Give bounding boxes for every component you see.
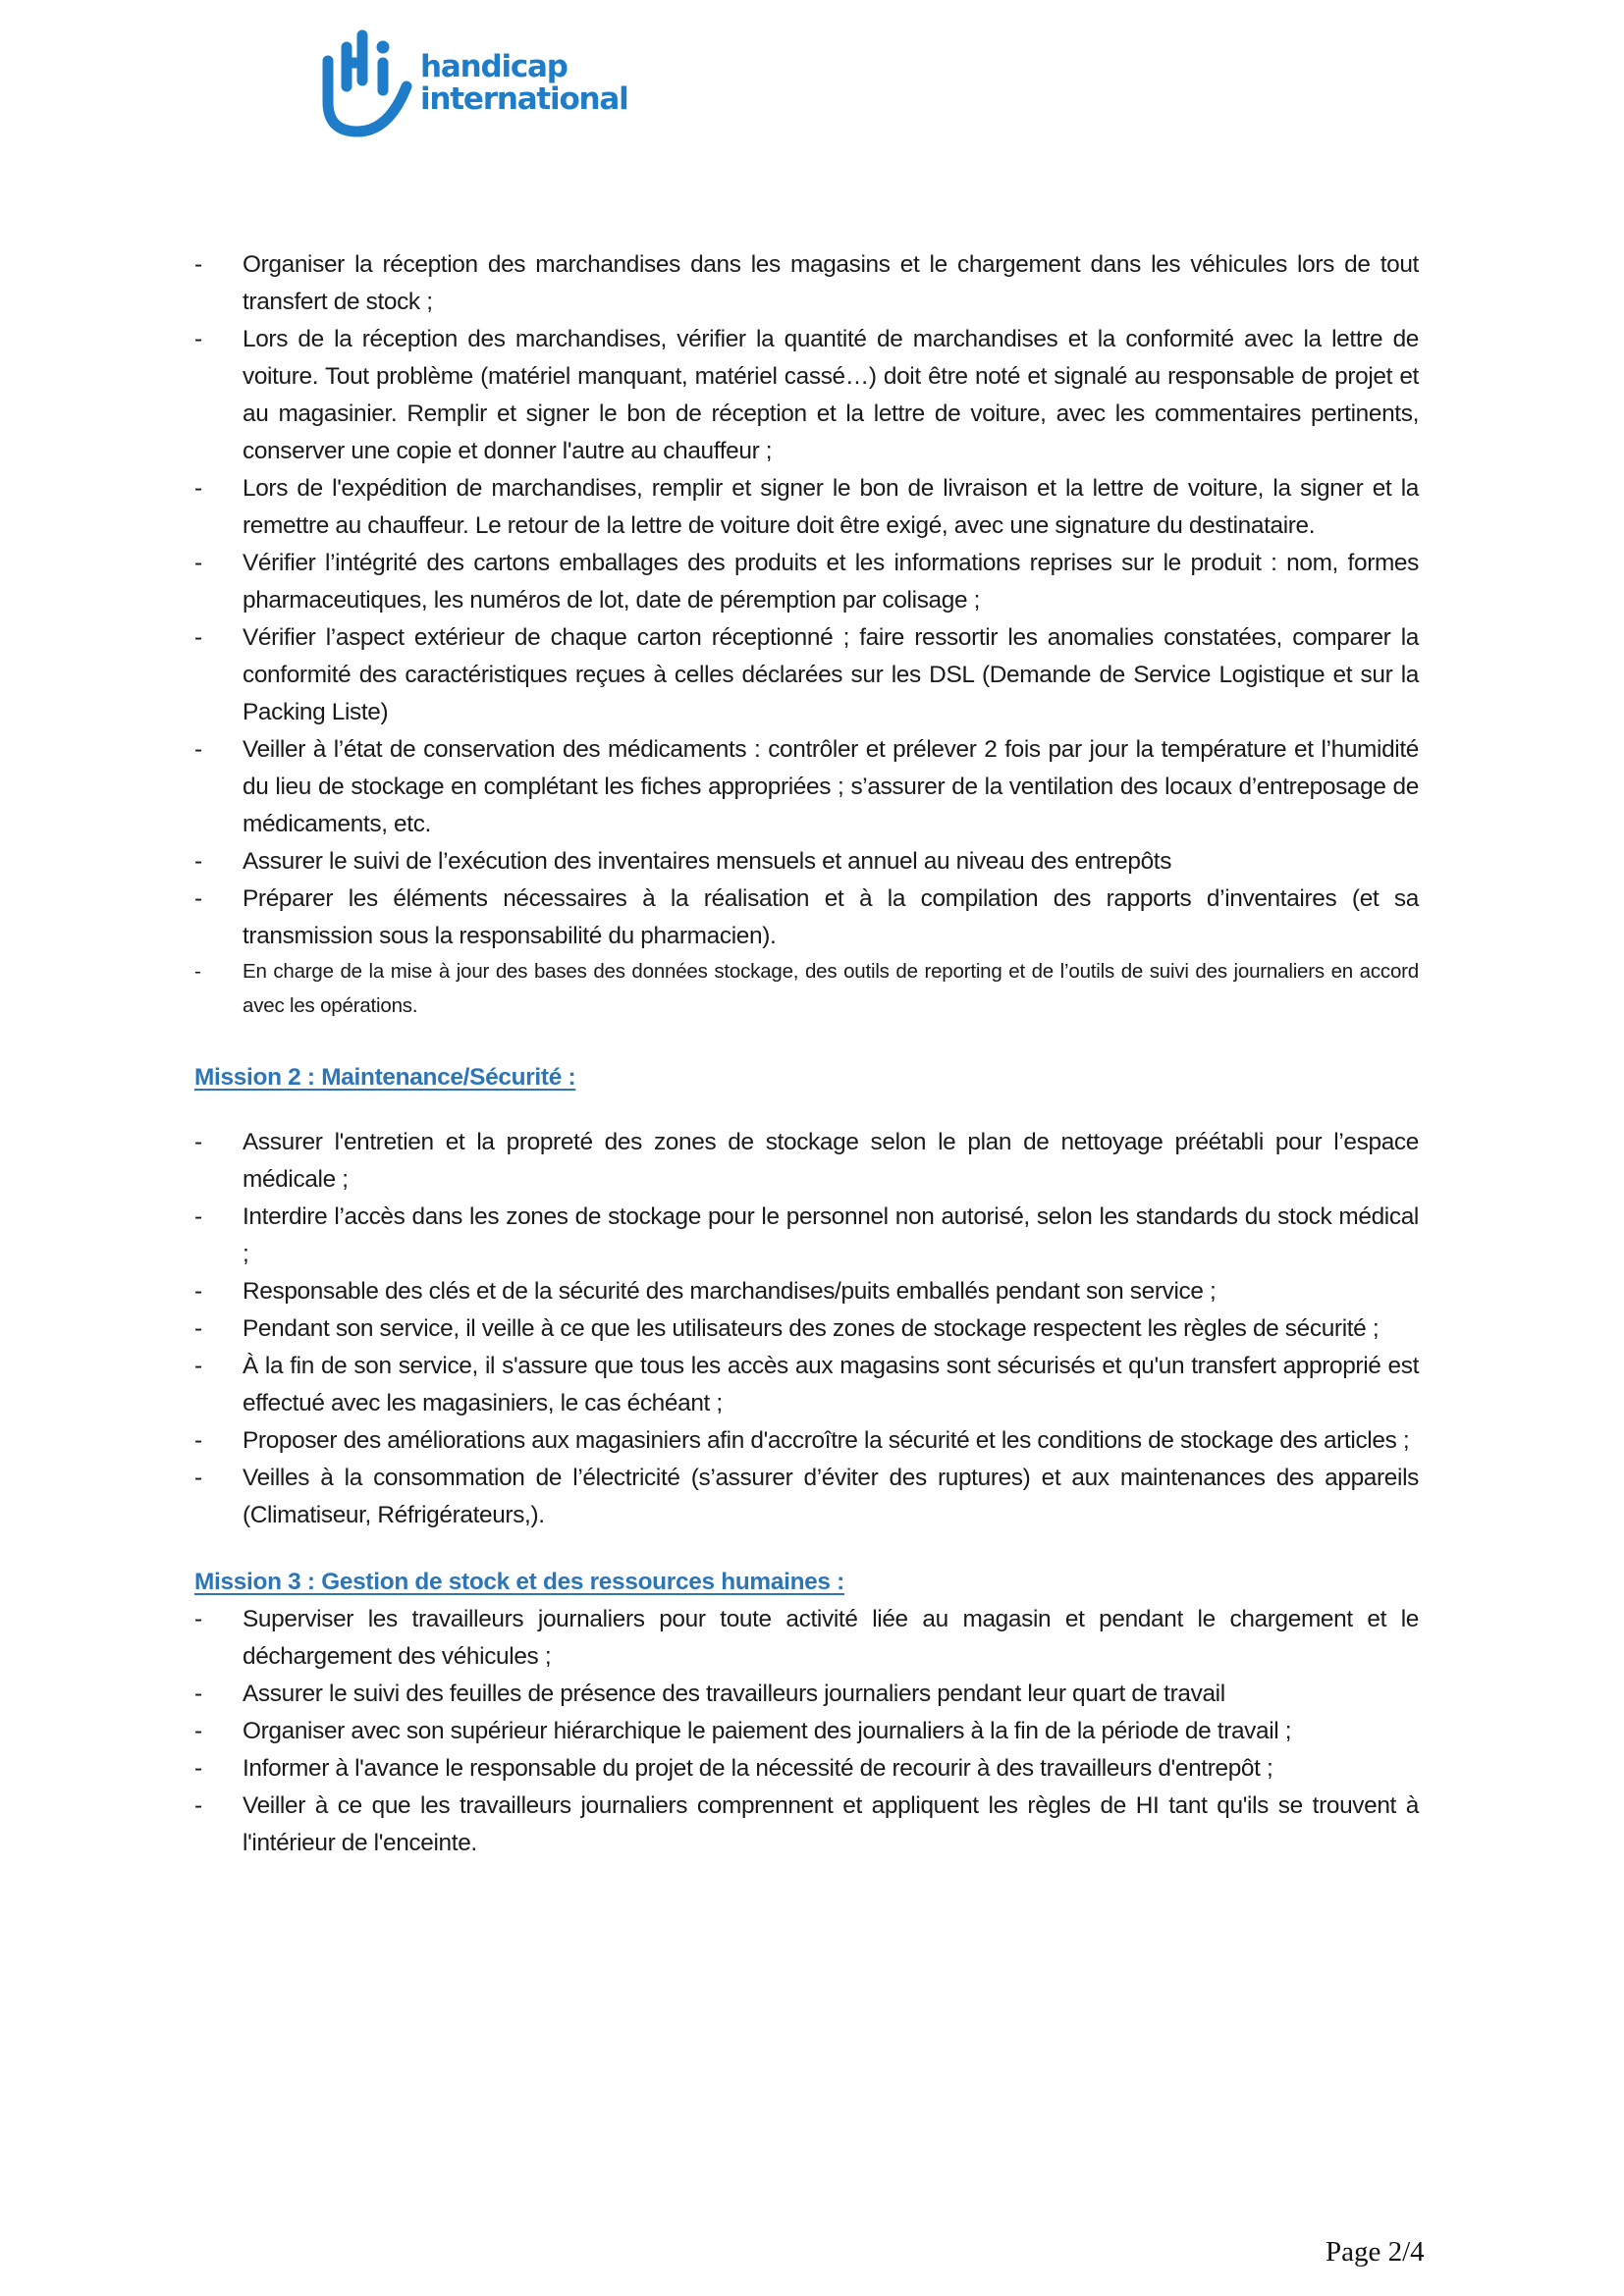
page-number: Page 2/4 <box>1326 2236 1425 2268</box>
list-item: - À la fin de son service, il s'assure que tous les accès aux magasins sont sécurisés et qu'un transfert approprié est effectué avec les magasiniers, le cas échéant ; <box>194 1348 1419 1422</box>
document-body <box>194 246 1419 1862</box>
bullet-dash: - <box>194 848 202 875</box>
bullet-dash: - <box>194 1681 202 1707</box>
bullet-dash: - <box>194 1278 202 1305</box>
list-item: - Lors de l'expédition de marchandises, remplir et signer le bon de livraison et la lettre de voiture, la signer et la remettre au chauffeur. Le retour de la lettre de voiture doit être exigé, avec une signature du destinataire. <box>194 470 1419 545</box>
list-item: - Organiser avec son supérieur hiérarchique le paiement des journaliers à la fin de la période de travail ; <box>194 1713 1419 1750</box>
logo-line-2: international <box>420 81 628 117</box>
list-item: - Assurer le suivi de l’exécution des inventaires mensuels et annuel au niveau des entrepôts <box>194 843 1419 881</box>
bullet-dash: - <box>194 326 202 352</box>
list-item: - Veiller à ce que les travailleurs journaliers comprennent et appliquent les règles de HI tant qu'ils se trouvent à l'intérieur de l'enceinte. <box>194 1788 1419 1862</box>
list-item: - En charge de la mise à jour des bases des données stockage, des outils de reporting et de l’outils de suivi des journaliers en accord avec les opérations. <box>194 955 1419 1023</box>
list-item: - Veilles à la consommation de l’électricité (s’assurer d’éviter des ruptures) et aux maintenances des appareils (Climatiseur, Réfrigérateurs,). <box>194 1460 1419 1534</box>
bullet-dash: - <box>194 1606 202 1632</box>
bullet-dash: - <box>194 475 202 502</box>
bullet-dash: - <box>194 550 202 576</box>
list-item: - Vérifier l’intégrité des cartons emballages des produits et les informations reprises sur le produit : nom, formes pharmaceutiques, les numéros de lot, date de péremption par colisage ; <box>194 545 1419 619</box>
bullet-dash: - <box>194 1755 202 1782</box>
list-item: - Lors de la réception des marchandises, vérifier la quantité de marchandises et la conformité avec la lettre de voiture. Tout problème (matériel manquant, matériel cassé…) doit être noté et signalé au responsable de projet et au magasinier. Remplir et signer le bon de réception et la lettre de voiture, avec les commentaires pertinents, conserver une copie et donner l'autre au chauffeur ; <box>194 321 1419 470</box>
list-item: - Vérifier l’aspect extérieur de chaque carton réceptionné ; faire ressortir les anomalies constatées, comparer la conformité des caractéristiques reçues à celles déclarées sur les DSL (Demande de Service Logistique et sur la Packing Liste) <box>194 619 1419 731</box>
logo-wordmark <box>420 51 628 116</box>
list-item: - Pendant son service, il veille à ce que les utilisateurs des zones de stockage respectent les règles de sécurité ; <box>194 1310 1419 1348</box>
bullet-dash: - <box>194 1315 202 1342</box>
bullet-dash: - <box>194 960 201 983</box>
bullet-dash: - <box>194 1427 202 1454</box>
handicap-international-logo <box>316 26 660 153</box>
bullet-dash: - <box>194 885 202 912</box>
list-item: - Interdire l’accès dans les zones de stockage pour le personnel non autorisé, selon les standards du stock médical ; <box>194 1199 1419 1273</box>
list-item: - Organiser la réception des marchandises dans les magasins et le chargement dans les véhicules lors de tout transfert de stock ; <box>194 246 1419 321</box>
list-item: - Proposer des améliorations aux magasiniers afin d'accroître la sécurité et les conditions de stockage des articles ; <box>194 1422 1419 1460</box>
mission-2-list <box>194 1124 1419 1534</box>
list-item: - Veiller à l’état de conservation des médicaments : contrôler et prélever 2 fois par jour la température et l’humidité du lieu de stockage en complétant les fiches appropriées ; s’assurer de la ventilation des locaux d’entreposage de médicaments, etc. <box>194 731 1419 843</box>
bullet-dash: - <box>194 1792 202 1819</box>
bullet-dash: - <box>194 251 202 278</box>
bullet-dash: - <box>194 1465 202 1491</box>
section1-list <box>194 246 1419 1023</box>
hi-hand-logo-icon <box>316 26 424 153</box>
list-item: - Responsable des clés et de la sécurité des marchandises/puits emballés pendant son service ; <box>194 1273 1419 1310</box>
mission-2-heading: Mission 2 : Maintenance/Sécurité : <box>194 1064 576 1091</box>
logo-line-1: handicap <box>420 49 568 84</box>
bullet-dash: - <box>194 1203 202 1230</box>
bullet-dash: - <box>194 624 202 651</box>
list-item: - Préparer les éléments nécessaires à la réalisation et à la compilation des rapports d’inventaires (et sa transmission sous la responsabilité du pharmacien). <box>194 881 1419 955</box>
bullet-dash: - <box>194 1718 202 1744</box>
list-item: - Superviser les travailleurs journaliers pour toute activité liée au magasin et pendant le chargement et le déchargement des véhicules ; <box>194 1601 1419 1676</box>
list-item: - Informer à l'avance le responsable du projet de la nécessité de recourir à des travailleurs d'entrepôt ; <box>194 1750 1419 1788</box>
mission-3-list <box>194 1601 1419 1862</box>
bullet-dash: - <box>194 736 202 763</box>
list-item: - Assurer le suivi des feuilles de présence des travailleurs journaliers pendant leur quart de travail <box>194 1676 1419 1713</box>
list-item: - Assurer l'entretien et la propreté des zones de stockage selon le plan de nettoyage préétabli pour l’espace médicale ; <box>194 1124 1419 1199</box>
bullet-dash: - <box>194 1353 202 1379</box>
bullet-dash: - <box>194 1129 202 1155</box>
mission-3-heading: Mission 3 : Gestion de stock et des ressources humaines : <box>194 1569 844 1595</box>
